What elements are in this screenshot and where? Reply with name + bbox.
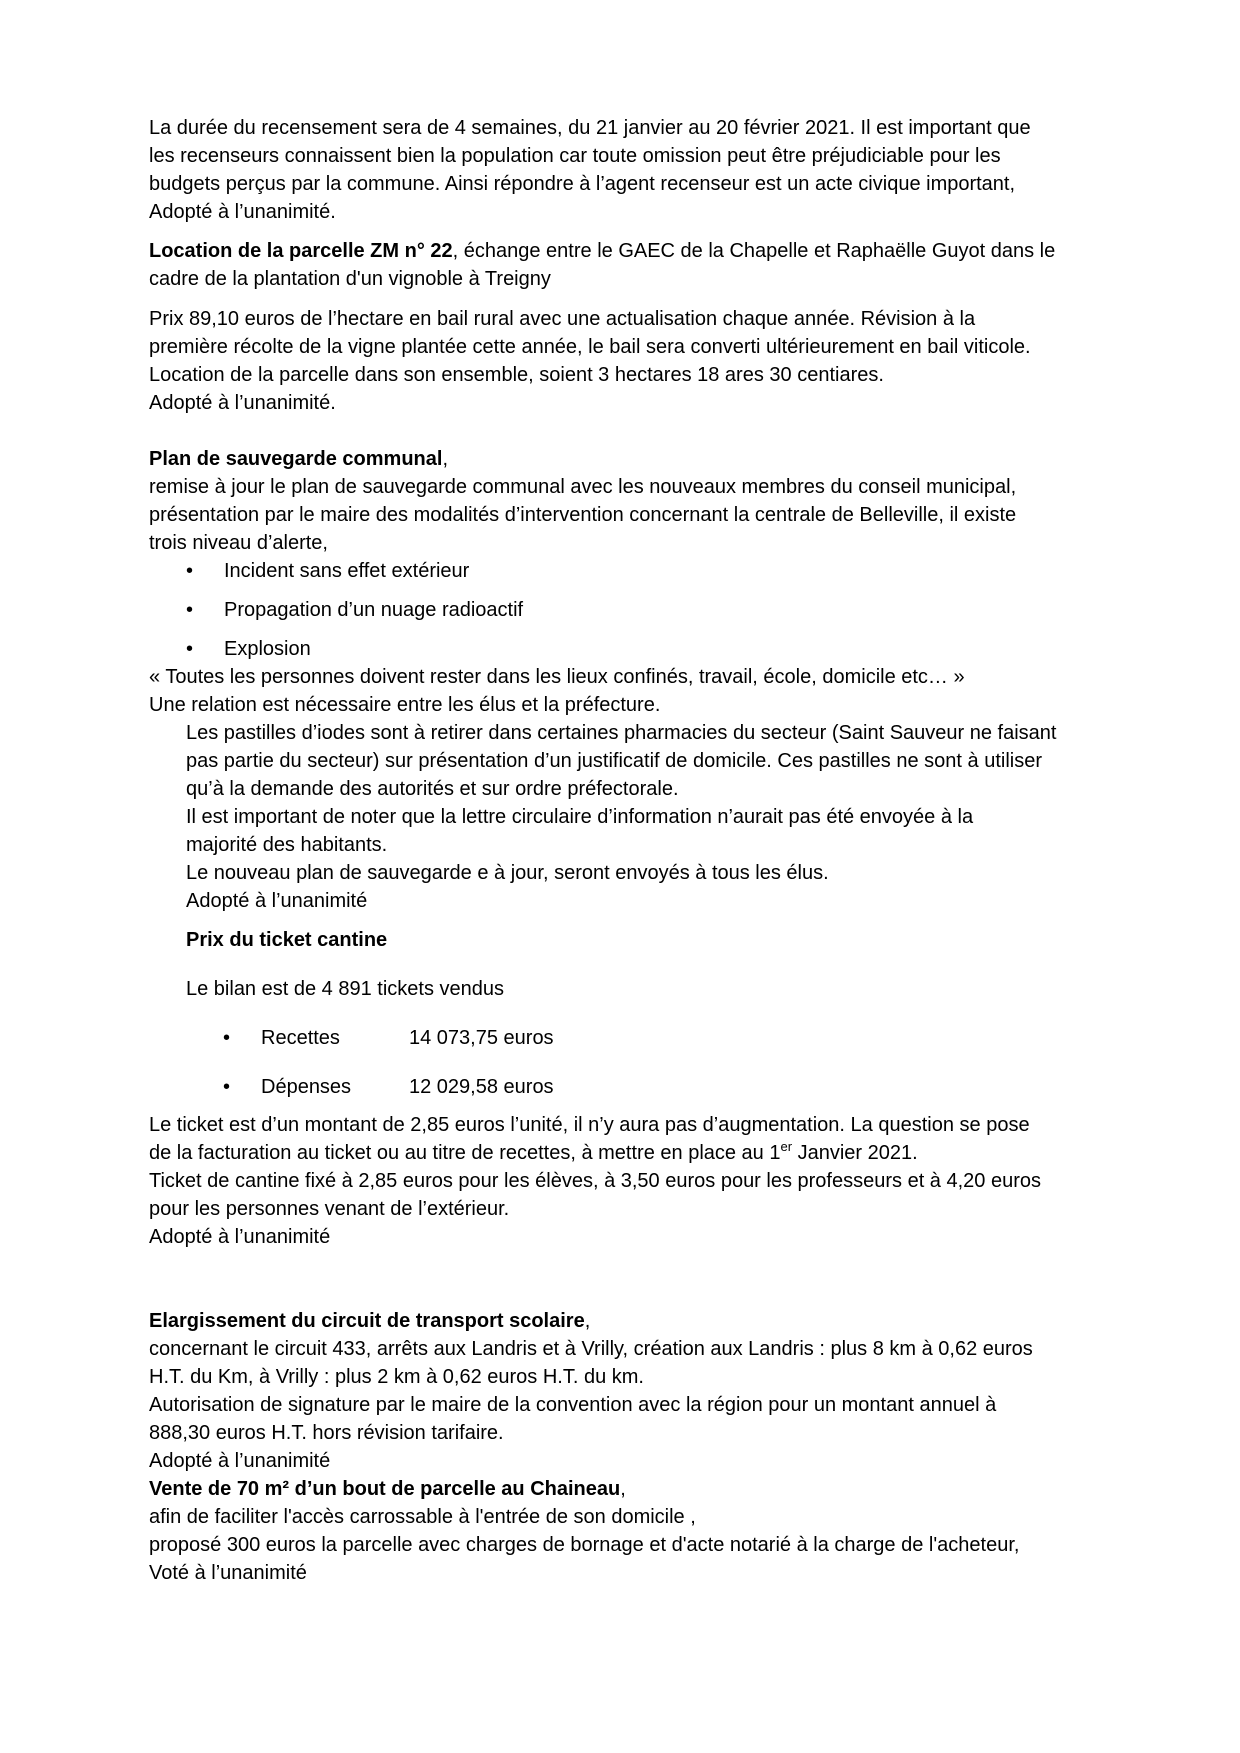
cantine-row-value: 12 029,58 euros <box>409 1076 554 1098</box>
location-adoption: Adopté à l’unanimité. <box>149 392 336 414</box>
transport-adoption: Adopté à l’unanimité <box>149 1450 331 1472</box>
cantine-adoption: Adopté à l’unanimité <box>149 1226 331 1248</box>
sauvegarde-indented-3: qu’à la demande des autorités et sur ordre préfectorale. <box>186 778 679 800</box>
sauvegarde-line-1: remise à jour le plan de sauvegarde communal avec les nouveaux membres du conseil municipal, <box>149 476 1017 498</box>
location-heading-line <box>149 237 1055 265</box>
transport-line-2: H.T. du Km, à Vrilly : plus 2 km à 0,62 euros H.T. du km. <box>149 1366 644 1388</box>
bullet-icon: • <box>186 638 194 660</box>
transport-line-1: concernant le circuit 433, arrêts aux Landris et à Vrilly, création aux Landris : plus 8 km à 0,62 euros <box>149 1338 1033 1360</box>
cantine-row-label: Dépenses <box>261 1076 352 1098</box>
location-price-line-1: Prix 89,10 euros de l’hectare en bail rural avec une actualisation chaque année. Révision à la <box>149 308 976 330</box>
bullet-icon: • <box>186 560 194 582</box>
vente-adoption: Voté à l’unanimité <box>149 1562 307 1584</box>
transport-title-rest: , <box>584 1310 591 1332</box>
recensement-line-1: La durée du recensement sera de 4 semaines, du 21 janvier au 20 février 2021. Il est important que <box>149 117 1031 139</box>
sauvegarde-line-2: présentation par le maire des modalités d’intervention concernant la centrale de Belleville, il existe <box>149 504 1017 526</box>
bullet-icon: • <box>186 599 194 621</box>
cantine-ordinal-sup: er <box>780 1139 793 1154</box>
recensement-line-2: les recenseurs connaissent bien la population car toute omission peut être préjudiciable pour les <box>149 145 1001 167</box>
cantine-line-2-end: Janvier 2021. <box>792 1142 918 1164</box>
cantine-line-3: Ticket de cantine fixé à 2,85 euros pour les élèves, à 3,50 euros pour les professeurs et à 4,20 euros <box>149 1170 1042 1192</box>
alert-level-1: Incident sans effet extérieur <box>224 560 470 582</box>
vente-title-rest: , <box>620 1478 626 1500</box>
bullet-icon: • <box>223 1027 231 1049</box>
transport-title: Elargissement du circuit de transport scolaire <box>149 1310 585 1332</box>
cantine-row-value: 14 073,75 euros <box>409 1027 554 1049</box>
bullet-icon: • <box>223 1076 231 1098</box>
cantine-line-4: pour les personnes venant de l’extérieur. <box>149 1198 510 1220</box>
location-title-rest: , échange entre le GAEC de la Chapelle et Raphaëlle Guyot dans le <box>452 240 1056 262</box>
sauvegarde-indented-5: majorité des habitants. <box>186 834 388 856</box>
location-price-line-3: Location de la parcelle dans son ensemble, soient 3 hectares 18 ares 30 centiares. <box>149 364 884 386</box>
transport-heading-line <box>149 1307 590 1335</box>
sauvegarde-indented-4: Il est important de noter que la lettre circulaire d’information n’aurait pas été envoyée à la <box>186 806 974 828</box>
transport-line-4: 888,30 euros H.T. hors révision tarifaire. <box>149 1422 504 1444</box>
vente-title: Vente de 70 m² d’un bout de parcelle au Chaineau <box>149 1478 621 1500</box>
cantine-bilan: Le bilan est de 4 891 tickets vendus <box>186 978 504 1000</box>
sauvegarde-quote: « Toutes les personnes doivent rester dans les lieux confinés, travail, école, domicile etc… » <box>149 666 965 688</box>
alert-level-2: Propagation d’un nuage radioactif <box>224 599 524 621</box>
transport-line-3: Autorisation de signature par le maire de la convention avec la région pour un montant annuel à <box>149 1394 997 1416</box>
recensement-line-3: budgets perçus par la commune. Ainsi répondre à l’agent recenseur est un acte civique important, <box>149 173 1016 195</box>
vente-heading-line <box>149 1475 626 1503</box>
vente-line-2: proposé 300 euros la parcelle avec charges de bornage et d'acte notarié à la charge de l'acheteur, <box>149 1534 1020 1556</box>
cantine-row-label: Recettes <box>261 1027 340 1049</box>
sauvegarde-heading-line <box>149 445 448 473</box>
recensement-adoption: Adopté à l’unanimité. <box>149 201 336 223</box>
cantine-line-1: Le ticket est d’un montant de 2,85 euros l’unité, il n’y aura pas d’augmentation. La question se pose <box>149 1114 1030 1136</box>
sauvegarde-indented-1: Les pastilles d’iodes sont à retirer dans certaines pharmacies du secteur (Saint Sauveur ne faisant <box>186 722 1057 744</box>
sauvegarde-relation: Une relation est nécessaire entre les élus et la préfecture. <box>149 694 661 716</box>
location-title: Location de la parcelle ZM n° 22 <box>149 240 453 262</box>
sauvegarde-title: Plan de sauvegarde communal <box>149 448 443 470</box>
vente-line-1: afin de faciliter l'accès carrossable à l'entrée de son domicile , <box>149 1506 696 1528</box>
sauvegarde-line-3: trois niveau d’alerte, <box>149 532 328 554</box>
cantine-line-2 <box>149 1139 918 1167</box>
sauvegarde-indented-6: Le nouveau plan de sauvegarde e à jour, seront envoyés à tous les élus. <box>186 862 829 884</box>
location-price-line-2: première récolte de la vigne plantée cette année, le bail sera converti ultérieurement en bail viticole. <box>149 336 1031 358</box>
cantine-line-2-text: de la facturation au ticket ou au titre de recettes, à mettre en place au 1 <box>149 1142 781 1164</box>
sauvegarde-adoption: Adopté à l’unanimité <box>186 890 368 912</box>
alert-level-3: Explosion <box>224 638 311 660</box>
sauvegarde-indented-2: pas partie du secteur) sur présentation d’un justificatif de domicile. Ces pastilles ne sont à utiliser <box>186 750 1042 772</box>
sauvegarde-title-rest: , <box>442 448 448 470</box>
cantine-title: Prix du ticket cantine <box>186 929 388 951</box>
location-line-2: cadre de la plantation d'un vignoble à Treigny <box>149 268 551 290</box>
